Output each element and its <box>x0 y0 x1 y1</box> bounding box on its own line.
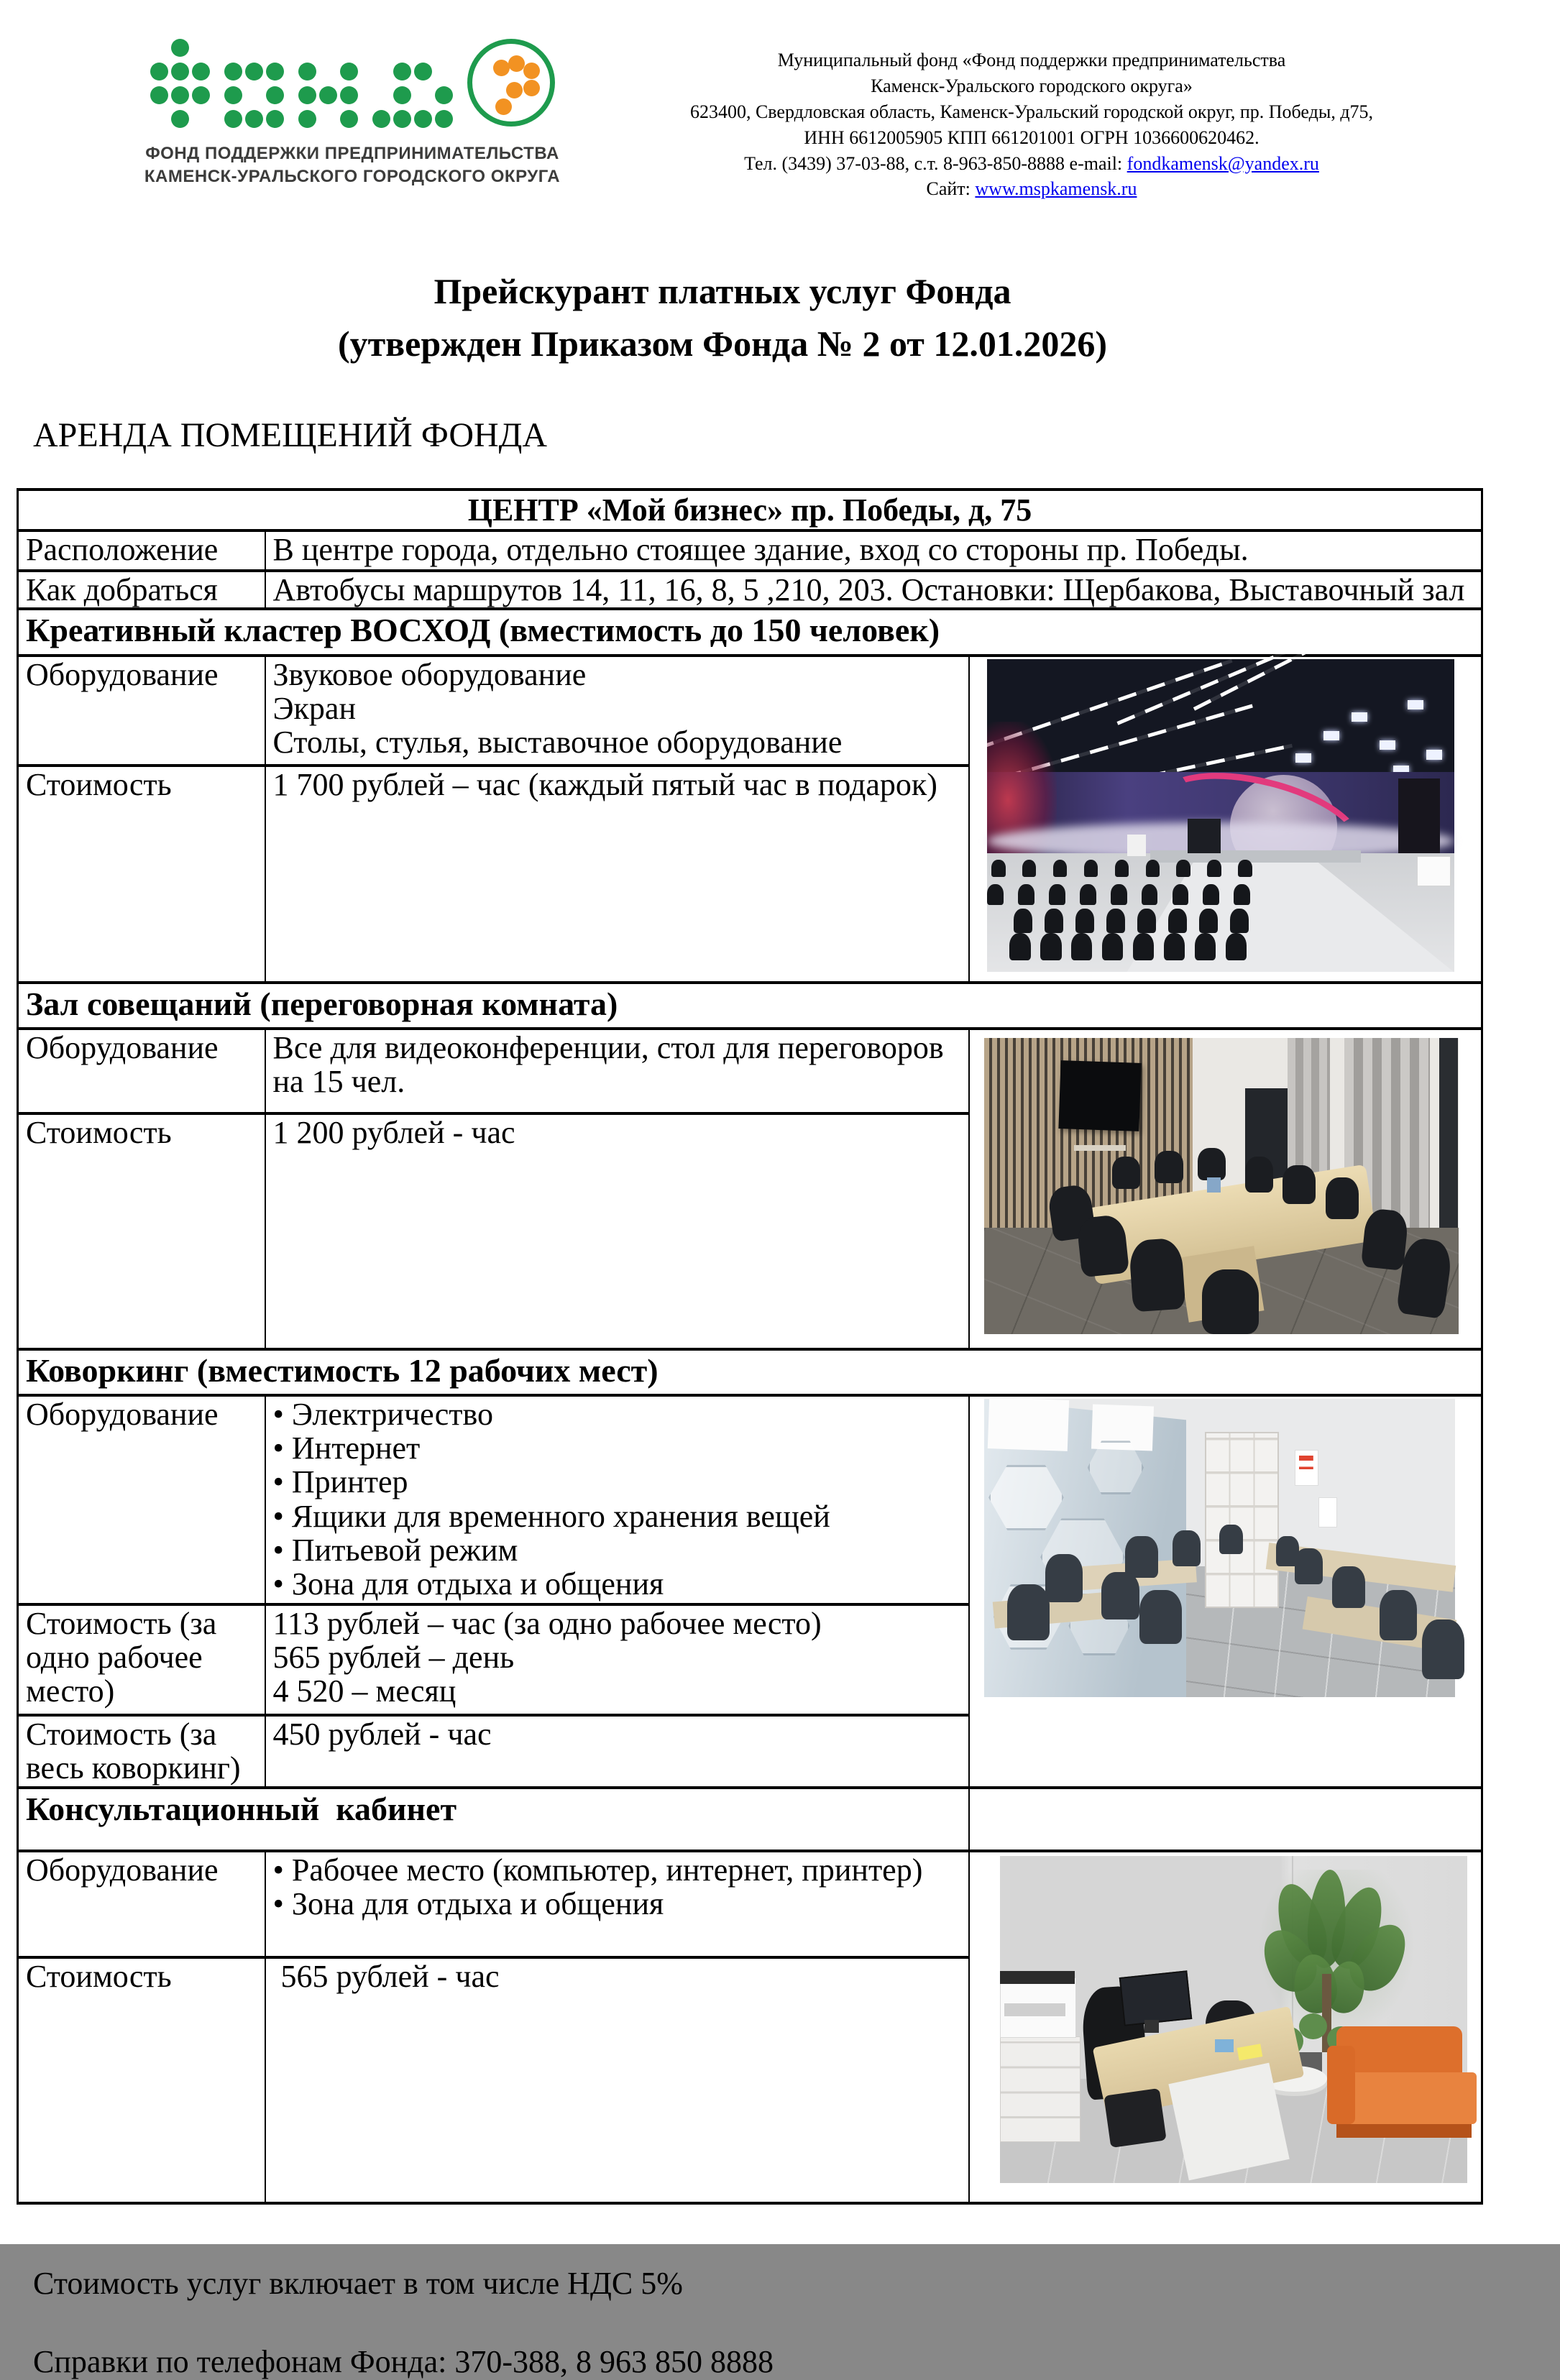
table-row <box>18 571 1482 609</box>
section-header-row <box>18 1788 1482 1851</box>
photo-consult-office <box>1000 1856 1467 2183</box>
row-value-cell <box>265 1113 969 1349</box>
row-value-cell <box>265 1029 969 1113</box>
org-phone: Тел. (3439) 37-03-88, с.т. 8-963-850-8888 e-mail: <box>744 152 1127 174</box>
document-title <box>0 265 1560 369</box>
row-label-cell: Оборудование <box>18 1029 265 1113</box>
value-line: • Питьевой режим <box>272 1532 518 1568</box>
logo-letter-Н <box>298 37 358 129</box>
photo-meeting-room <box>984 1038 1459 1334</box>
value-line: • Ящики для временного хранения вещей <box>272 1498 830 1534</box>
value-line: 565 рублей - час <box>272 1959 500 1995</box>
email-link[interactable]: fondkamensk@yandex.ru <box>1127 152 1319 174</box>
row-value-cell <box>265 1395 969 1604</box>
value-line: 113 рублей – час (за одно рабочее место) <box>272 1606 822 1642</box>
document-title-line2: (утвержден Приказом Фонда № 2 от 12.01.2026) <box>337 323 1108 364</box>
logo-letter-Ф <box>150 37 210 129</box>
fund-logo <box>122 37 582 202</box>
photo-cell <box>969 1395 1482 1788</box>
value-line: • Электричество <box>272 1397 493 1433</box>
site-link[interactable]: www.mspkamensk.ru <box>975 178 1137 200</box>
value-line: 1 700 рублей – час (каждый пятый час в подарок) <box>272 767 937 803</box>
value-line: Столы, стулья, выставочное оборудование <box>272 725 843 761</box>
table-row <box>18 530 1482 571</box>
row-value-cell <box>265 766 969 983</box>
value-line: • Зона для отдыха и общения <box>272 1566 664 1602</box>
value-line: 4 520 – месяц <box>272 1673 456 1709</box>
value-line: 565 рублей – день <box>272 1640 515 1676</box>
directions-value-cell: Автобусы маршрутов 14, 11, 16, 8, 5 ,210, 203. Остановки: Щербакова, Выставочный зал <box>265 571 1482 609</box>
price-table <box>17 488 1483 2205</box>
section-title: Креативный кластер ВОСХОД (вместимость до 150 человек) <box>18 609 1482 656</box>
location-label-cell: Расположение <box>18 530 265 571</box>
org-contacts <box>611 151 1452 177</box>
logo-letter-Д <box>372 37 453 129</box>
letterhead <box>0 0 1560 202</box>
value-line: • Интернет <box>272 1430 421 1466</box>
row-value-cell <box>265 656 969 766</box>
document-title-line1: Прейскурант платных услуг Фонда <box>433 271 1011 312</box>
org-requisites: ИНН 6612005905 КПП 661201001 ОГРН 1036600620462. <box>804 127 1260 148</box>
value-line: Экран <box>272 691 356 727</box>
logo-tagline-line1: ФОНД ПОДДЕРЖКИ ПРЕДПРИНИМАТЕЛЬСТВА <box>145 144 559 163</box>
fund-logo-dots-icon <box>122 37 582 131</box>
logo-letter-О <box>224 37 284 129</box>
org-name-line1: Муниципальный фонд «Фонд поддержки предпринимательства <box>777 50 1286 70</box>
section-title: Зал совещаний (переговорная комната) <box>18 983 1482 1029</box>
table-row <box>18 490 1482 530</box>
row-label-cell: Оборудование <box>18 1851 265 1957</box>
table-row <box>18 656 1482 766</box>
row-label-cell: Стоимость <box>18 766 265 983</box>
row-value-cell <box>265 1604 969 1715</box>
value-line: Звуковое оборудование <box>272 657 587 693</box>
row-label-cell: Оборудование <box>18 1395 265 1604</box>
section-header-row <box>18 609 1482 656</box>
row-value-cell <box>265 1957 969 2203</box>
section-header-row <box>18 983 1482 1029</box>
logo-mark-circle-icon <box>467 39 555 127</box>
photo-cell <box>969 656 1482 983</box>
row-label-cell: Стоимость (за одно рабочее место) <box>18 1604 265 1715</box>
phone-note: Справки по телефонам Фонда: 370-388, 8 963 850 8888 <box>33 2344 774 2380</box>
row-value-cell <box>265 1851 969 1957</box>
value-line: 450 рублей - час <box>272 1717 492 1752</box>
value-line: 1 200 рублей - час <box>272 1115 515 1151</box>
org-header <box>582 37 1560 202</box>
table-row <box>18 1395 1482 1604</box>
section-header-row <box>18 1349 1482 1395</box>
org-site-line <box>611 176 1452 202</box>
rent-heading: АРЕНДА ПОМЕЩЕНИЙ ФОНДА <box>33 416 548 455</box>
center-header-cell: ЦЕНТР «Мой бизнес» пр. Победы, д, 75 <box>18 490 1482 530</box>
row-value-cell <box>265 1715 969 1788</box>
section-title: Коворкинг (вместимость 12 рабочих мест) <box>18 1349 1482 1395</box>
logo-tagline <box>122 142 582 189</box>
org-name-line2: Каменск-Уральского городского округа» <box>871 75 1193 96</box>
section-title: Консультационный кабинет <box>18 1788 969 1851</box>
directions-label-cell: Как добраться <box>18 571 265 609</box>
photo-coworking <box>984 1399 1455 1697</box>
logo-tagline-line2: КАМЕНСК-УРАЛЬСКОГО ГОРОДСКОГО ОКРУГА <box>144 167 561 187</box>
value-line: • Принтер <box>272 1464 408 1500</box>
value-line: • Рабочее место (компьютер, интернет, принтер) <box>272 1852 923 1888</box>
row-label-cell: Стоимость (за весь коворкинг) <box>18 1715 265 1788</box>
value-line: • Зона для отдыха и общения <box>272 1886 664 1922</box>
photo-event-hall <box>987 659 1454 972</box>
location-value-cell: В центре города, отдельно стоящее здание, вход со стороны пр. Победы. <box>265 530 1482 571</box>
org-address: 623400, Свердловская область, Каменск-Уральский городской округ, пр. Победы, д75, <box>689 101 1374 122</box>
table-row <box>18 1029 1482 1113</box>
photo-cell <box>969 1851 1482 2203</box>
empty-photo-cell <box>969 1788 1482 1851</box>
row-label-cell: Стоимость <box>18 1957 265 2203</box>
site-label: Сайт: <box>926 178 976 200</box>
photo-cell <box>969 1029 1482 1349</box>
value-line: Все для видеоконференции, стол для переговоров на 15 чел. <box>272 1030 952 1100</box>
table-row <box>18 1851 1482 1957</box>
row-label-cell: Стоимость <box>18 1113 265 1349</box>
vat-note: Стоимость услуг включает в том числе НДС 5% <box>33 2266 683 2302</box>
row-label-cell: Оборудование <box>18 656 265 766</box>
